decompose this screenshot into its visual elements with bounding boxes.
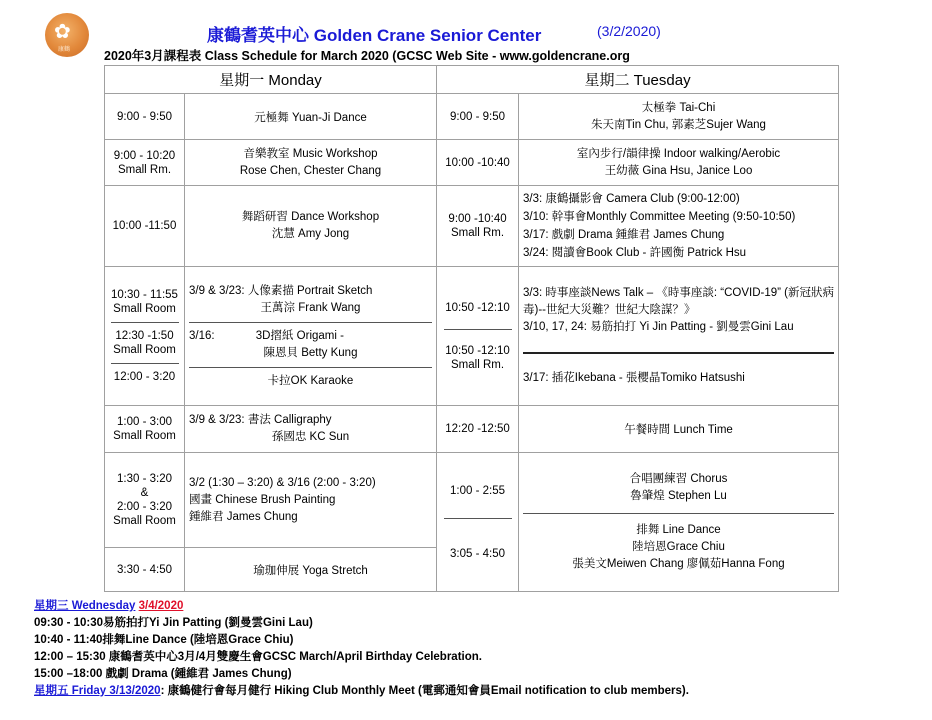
instructors: 陸培恩Grace Chiu	[632, 541, 725, 553]
instructors: 鍾維君 James Chung	[189, 510, 298, 523]
table-row	[105, 186, 839, 267]
monday-time: 9:00 - 9:50	[105, 94, 185, 140]
time-range: 10:30 - 11:55	[111, 289, 178, 301]
divider	[111, 363, 179, 364]
class-dates: 3/2 (1:30 – 3:20) & 3/16 (2:00 - 3:20)	[189, 476, 376, 489]
date-label: 3/16:	[189, 329, 215, 342]
class-title: 3D摺紙 Origami -	[255, 329, 344, 342]
monday-class: 元極舞 Yuan-Ji Dance	[185, 94, 437, 140]
instructors: 王幼薇 Gina Hsu, Janice Loo	[604, 164, 753, 177]
time-range: 12:30 -1:50	[115, 330, 174, 342]
separator: &	[140, 487, 149, 499]
class-name: 排舞 Line Dance	[636, 524, 721, 536]
tuesday-time: 12:20 -12:50	[437, 406, 519, 453]
instructors: 陳恩貝 Betty Kung	[263, 346, 358, 359]
crane-logo-icon: ✿	[54, 21, 71, 43]
tuesday-class	[519, 94, 839, 140]
monday-header: 星期一 Monday	[105, 66, 437, 94]
tuesday-class	[519, 267, 839, 406]
table-row	[105, 406, 839, 453]
wednesday-heading	[34, 598, 689, 615]
class-name	[189, 328, 432, 345]
class-name: 國畫 Chinese Brush Painting	[189, 493, 336, 506]
divider	[444, 518, 512, 519]
divider	[523, 352, 834, 354]
divider	[189, 322, 432, 323]
room: Small Room	[113, 430, 176, 442]
monday-class	[185, 453, 437, 548]
monday-time: 3:30 - 4:50	[105, 548, 185, 592]
instructors: 孫國忠 KC Sun	[271, 431, 350, 443]
logo-text: 康鶴	[58, 47, 71, 53]
instructors: 沈慧 Amy Jong	[271, 228, 350, 240]
class-name: 3/9 & 3/23: 人像素描 Portrait Sketch	[189, 284, 373, 297]
list-item: 3/3: 康鶴攝影會 Camera Club (9:00-12:00)	[523, 193, 740, 205]
wednesday-section	[34, 598, 689, 700]
divider	[444, 329, 512, 330]
tuesday-time: 10:00 -10:40	[437, 140, 519, 186]
tuesday-time	[437, 453, 519, 592]
table-row	[105, 267, 839, 406]
list-item: 09:30 - 10:30易筋拍打Yi Jin Patting (劉曼雲Gini Lau)	[34, 617, 313, 629]
instructors: Rose Chen, Chester Chang	[239, 164, 382, 177]
monday-class	[185, 186, 437, 267]
tuesday-class: 午餐時間 Lunch Time	[519, 406, 839, 453]
day-header-row	[105, 66, 839, 94]
room: Small Room	[113, 515, 176, 527]
list-item: 3/24: 閱讀會Book Club - 許國衡 Patrick Hsu	[523, 247, 747, 259]
wednesday-label: 星期三 Wednesday	[34, 600, 136, 612]
instructors: 張美文Meiwen Chang 廖佩茹Hanna Fong	[572, 558, 785, 570]
tuesday-header: 星期二 Tuesday	[437, 66, 839, 94]
list-item: 3/17: 戲劇 Drama 鍾維君 James Chung	[523, 229, 725, 241]
room: Small Rm.	[117, 163, 172, 176]
class-name: 合唱團練習 Chorus	[629, 473, 728, 485]
room: Small Rm.	[451, 358, 505, 371]
instructors: 朱天南Tin Chu, 郭素芝Sujer Wang	[591, 118, 766, 131]
instructors: 王萬淙 Frank Wang	[260, 301, 361, 314]
table-row	[105, 453, 839, 548]
time-range: 9:00 -10:40	[448, 213, 507, 225]
monday-time: 10:00 -11:50	[105, 186, 185, 267]
page-title: 康鶴耆英中心 Golden Crane Senior Center	[207, 26, 542, 45]
room: Small Rm.	[451, 227, 505, 239]
friday-text: : 康鶴健行會每月健行 Hiking Club Monthly Meet (電郵通知會員Email notification to club members).	[160, 685, 689, 697]
table-row	[105, 94, 839, 140]
table-row	[105, 140, 839, 186]
class-name: 音樂教室 Music Workshop	[243, 147, 378, 160]
time-range: 2:00 - 3:20	[117, 501, 172, 513]
tuesday-time	[437, 267, 519, 406]
class-name: 3/9 & 3/23: 書法 Calligraphy	[189, 414, 332, 426]
monday-time	[105, 267, 185, 406]
monday-time	[105, 406, 185, 453]
divider	[111, 322, 179, 323]
tuesday-class	[519, 186, 839, 267]
room: Small Room	[113, 344, 176, 356]
list-item: 10:40 - 11:40排舞Line Dance (陸培恩Grace Chiu)	[34, 634, 294, 646]
monday-class	[185, 406, 437, 453]
class-name: 舞蹈研習 Dance Workshop	[241, 211, 380, 223]
class-name: 太極拳 Tai-Chi	[641, 101, 716, 114]
time-range: 9:00 - 10:20	[113, 149, 176, 162]
divider	[189, 367, 432, 368]
class-name: 卡拉OK Karaoke	[267, 374, 354, 387]
time-range: 3:05 - 4:50	[450, 547, 505, 560]
list-item: 3/10: 幹事會Monthly Committee Meeting (9:50-10:50)	[523, 211, 796, 223]
schedule-date: (3/2/2020)	[597, 23, 661, 39]
wednesday-date: 3/4/2020	[138, 600, 184, 612]
class-schedule-table	[104, 65, 839, 592]
class-name: 3/3: 時事座談News Talk – 《時事座談: “COVID-19” (新冠狀病毒)--世紀大災難？世紀大陰謀？》	[523, 287, 834, 316]
time-range: 12:00 - 3:20	[113, 371, 176, 383]
class-name: 室內步行/韻律操 Indoor walking/Aerobic	[576, 147, 781, 160]
class-name: 3/17: 插花Ikebana - 張櫻晶Tomiko Hatsushi	[523, 372, 745, 384]
room: Small Room	[113, 303, 176, 315]
tuesday-class	[519, 453, 839, 592]
class-name: 3/10, 17, 24: 易筋拍打 Yi Jin Patting - 劉曼雲Gini Lau	[523, 321, 794, 333]
friday-line	[34, 683, 689, 700]
monday-class	[185, 267, 437, 406]
golden-crane-logo	[45, 13, 89, 57]
time-range: 1:00 - 3:00	[117, 416, 172, 428]
monday-time	[105, 140, 185, 186]
instructors: 魯肇煌 Stephen Lu	[630, 490, 727, 502]
monday-class: 瑜珈伸展 Yoga Stretch	[185, 548, 437, 592]
tuesday-class	[519, 140, 839, 186]
time-range: 10:50 -12:10	[445, 301, 510, 314]
schedule-subtitle: 2020年3月課程表 Class Schedule for March 2020 (GCSC Web Site - www.goldencrane.org	[104, 49, 630, 63]
list-item: 15:00 –18:00 戲劇 Drama (鍾維君 James Chung)	[34, 668, 292, 680]
divider	[523, 513, 834, 514]
tuesday-time	[437, 186, 519, 267]
friday-label: 星期五 Friday 3/13/2020	[34, 685, 161, 697]
list-item: 12:00 – 15:30 康鶴耆英中心3月/4月雙慶生會GCSC March/April Birthday Celebration.	[34, 651, 482, 663]
monday-class	[185, 140, 437, 186]
monday-time	[105, 453, 185, 548]
time-range: 10:50 -12:10	[445, 344, 510, 357]
time-range: 1:00 - 2:55	[450, 484, 505, 497]
time-range: 1:30 - 3:20	[117, 473, 172, 485]
tuesday-time: 9:00 - 9:50	[437, 94, 519, 140]
